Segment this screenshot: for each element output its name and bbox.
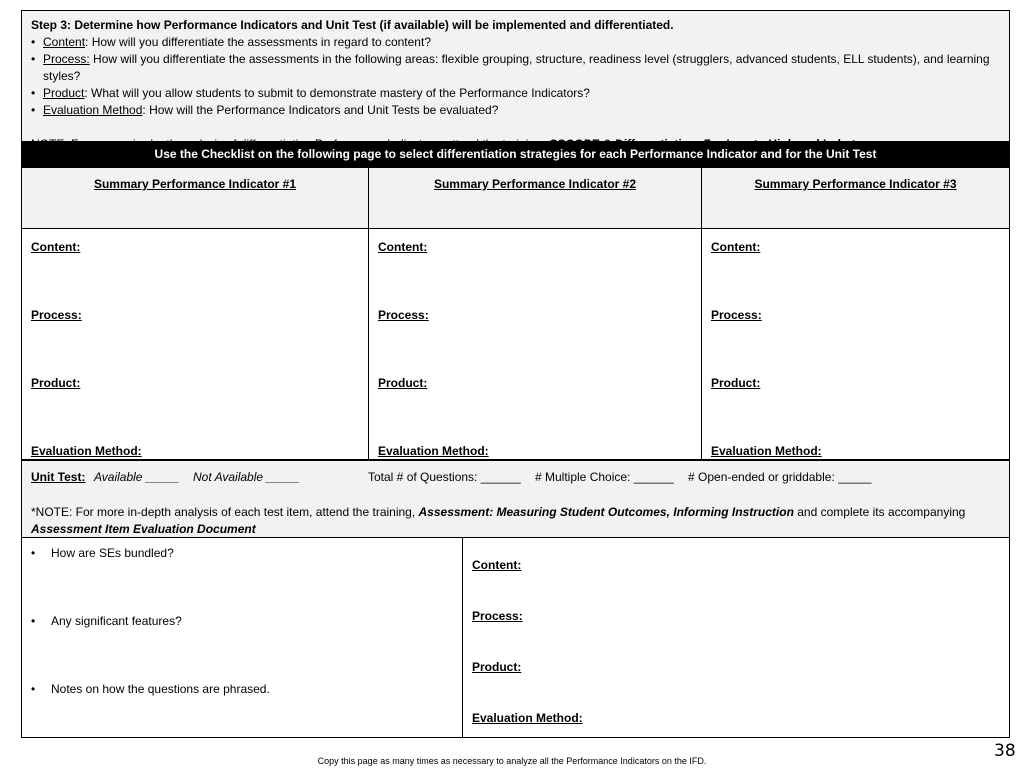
- product-label: Product:: [711, 376, 761, 390]
- bottom-section: [22, 538, 1009, 737]
- step-3-section: [22, 11, 1009, 141]
- process-label: Process:: [31, 308, 82, 322]
- bullet-product-text: : What will you allow students to submit to demonstrate mastery of the Performance Indicators?: [84, 86, 590, 100]
- open-ended-field[interactable]: # Open-ended or griddable: _____: [688, 470, 872, 484]
- evaluation-method-label: Evaluation Method:: [711, 444, 822, 458]
- bullet-content-term: Content: [43, 35, 86, 49]
- question-item: • Any significant features?: [31, 614, 182, 628]
- checklist-banner: Use the Checklist on the following page to select differentiation strategies for each Performance Indicator and for the Unit Test: [22, 141, 1009, 168]
- multiple-choice-field[interactable]: # Multiple Choice: ______: [535, 470, 674, 484]
- indicator-body-row: [22, 229, 1009, 461]
- indicator-1-cell[interactable]: [22, 229, 368, 459]
- not-available-field[interactable]: Not Available _____: [193, 470, 300, 484]
- indicator-2-cell[interactable]: [368, 229, 701, 459]
- indicator-2-header-cell: [368, 168, 701, 228]
- evaluation-method-label: Evaluation Method:: [378, 444, 489, 458]
- process-label: Process:: [472, 609, 523, 623]
- step-3-title: Step 3: Determine how Performance Indicators and Unit Test (if available) will be implemented and differentiated.: [31, 18, 674, 32]
- evaluation-method-label: Evaluation Method:: [31, 444, 142, 458]
- content-label: Content:: [711, 240, 761, 254]
- assessment-training-title: Assessment: Measuring Student Outcomes, Informing Instruction: [418, 505, 794, 519]
- indicator-1-header-cell: [22, 168, 368, 228]
- indicator-3-header-cell: [701, 168, 1009, 228]
- available-field[interactable]: Available _____: [94, 470, 180, 484]
- content-label: Content:: [378, 240, 428, 254]
- bullet-evaluation: • Evaluation Method: How will the Performance Indicators and Unit Tests be evaluated?: [31, 103, 499, 117]
- bullet-content: • Content: How will you differentiate the assessments in regard to content?: [31, 35, 431, 49]
- bullet-content-text: : How will you differentiate the assessments in regard to content?: [85, 35, 431, 49]
- total-questions-field[interactable]: Total # of Questions: ______: [368, 470, 521, 484]
- indicator-2-header: Summary Performance Indicator #2: [433, 177, 637, 191]
- unit-test-differentiation-cell[interactable]: [462, 538, 1009, 737]
- bullet-process-term: Process:: [43, 52, 90, 66]
- unit-test-label: Unit Test:: [31, 470, 86, 484]
- indicator-3-cell[interactable]: [701, 229, 1009, 459]
- bullet-process: • Process: How will you differentiate the assessments in the following areas: flexible grouping, structure, readiness level (strugglers, advanced students, ELL students), and learning styles?: [31, 52, 990, 83]
- unit-test-section: [22, 461, 1009, 538]
- evaluation-method-label: Evaluation Method:: [472, 711, 583, 725]
- bullet-product: • Product: What will you allow students to submit to demonstrate mastery of the Performance Indicators?: [31, 86, 590, 100]
- product-label: Product:: [472, 660, 522, 674]
- product-label: Product:: [31, 376, 81, 390]
- process-label: Process:: [378, 308, 429, 322]
- page-number: 38: [994, 741, 1016, 761]
- bullet-evaluation-text: : How will the Performance Indicators and Unit Tests be evaluated?: [142, 103, 499, 117]
- worksheet-frame: [21, 10, 1010, 738]
- footnote: Copy this page as many times as necessary to analyze all the Performance Indicators on the IFD.: [317, 756, 707, 766]
- bullet-evaluation-term: Evaluation Method: [43, 103, 143, 117]
- indicator-3-header: Summary Performance Indicator #3: [754, 177, 957, 191]
- bullet-process-text: How will you differentiate the assessments in the following areas: flexible grouping, structure, readiness level (strugglers, advanced students, ELL students), and learning styles?: [43, 52, 990, 83]
- unit-test-note: *NOTE: For more in-depth analysis of each test item, attend the training, Assessment: Measuring Student Outcomes, Informing Instruction and complete its accompanying Assessment Item Evaluation Document: [31, 505, 966, 536]
- question-item: • Notes on how the questions are phrased.: [31, 682, 270, 696]
- content-label: Content:: [31, 240, 81, 254]
- bullet-product-term: Product: [43, 86, 85, 100]
- indicator-header-row: [22, 168, 1009, 229]
- product-label: Product:: [378, 376, 428, 390]
- question-item: • How are SEs bundled?: [31, 546, 174, 560]
- indicator-1-header: Summary Performance Indicator #1: [93, 177, 297, 191]
- unit-test-questions-cell[interactable]: [22, 538, 463, 737]
- evaluation-document-title: Assessment Item Evaluation Document: [31, 522, 256, 536]
- process-label: Process:: [711, 308, 762, 322]
- content-label: Content:: [472, 558, 522, 572]
